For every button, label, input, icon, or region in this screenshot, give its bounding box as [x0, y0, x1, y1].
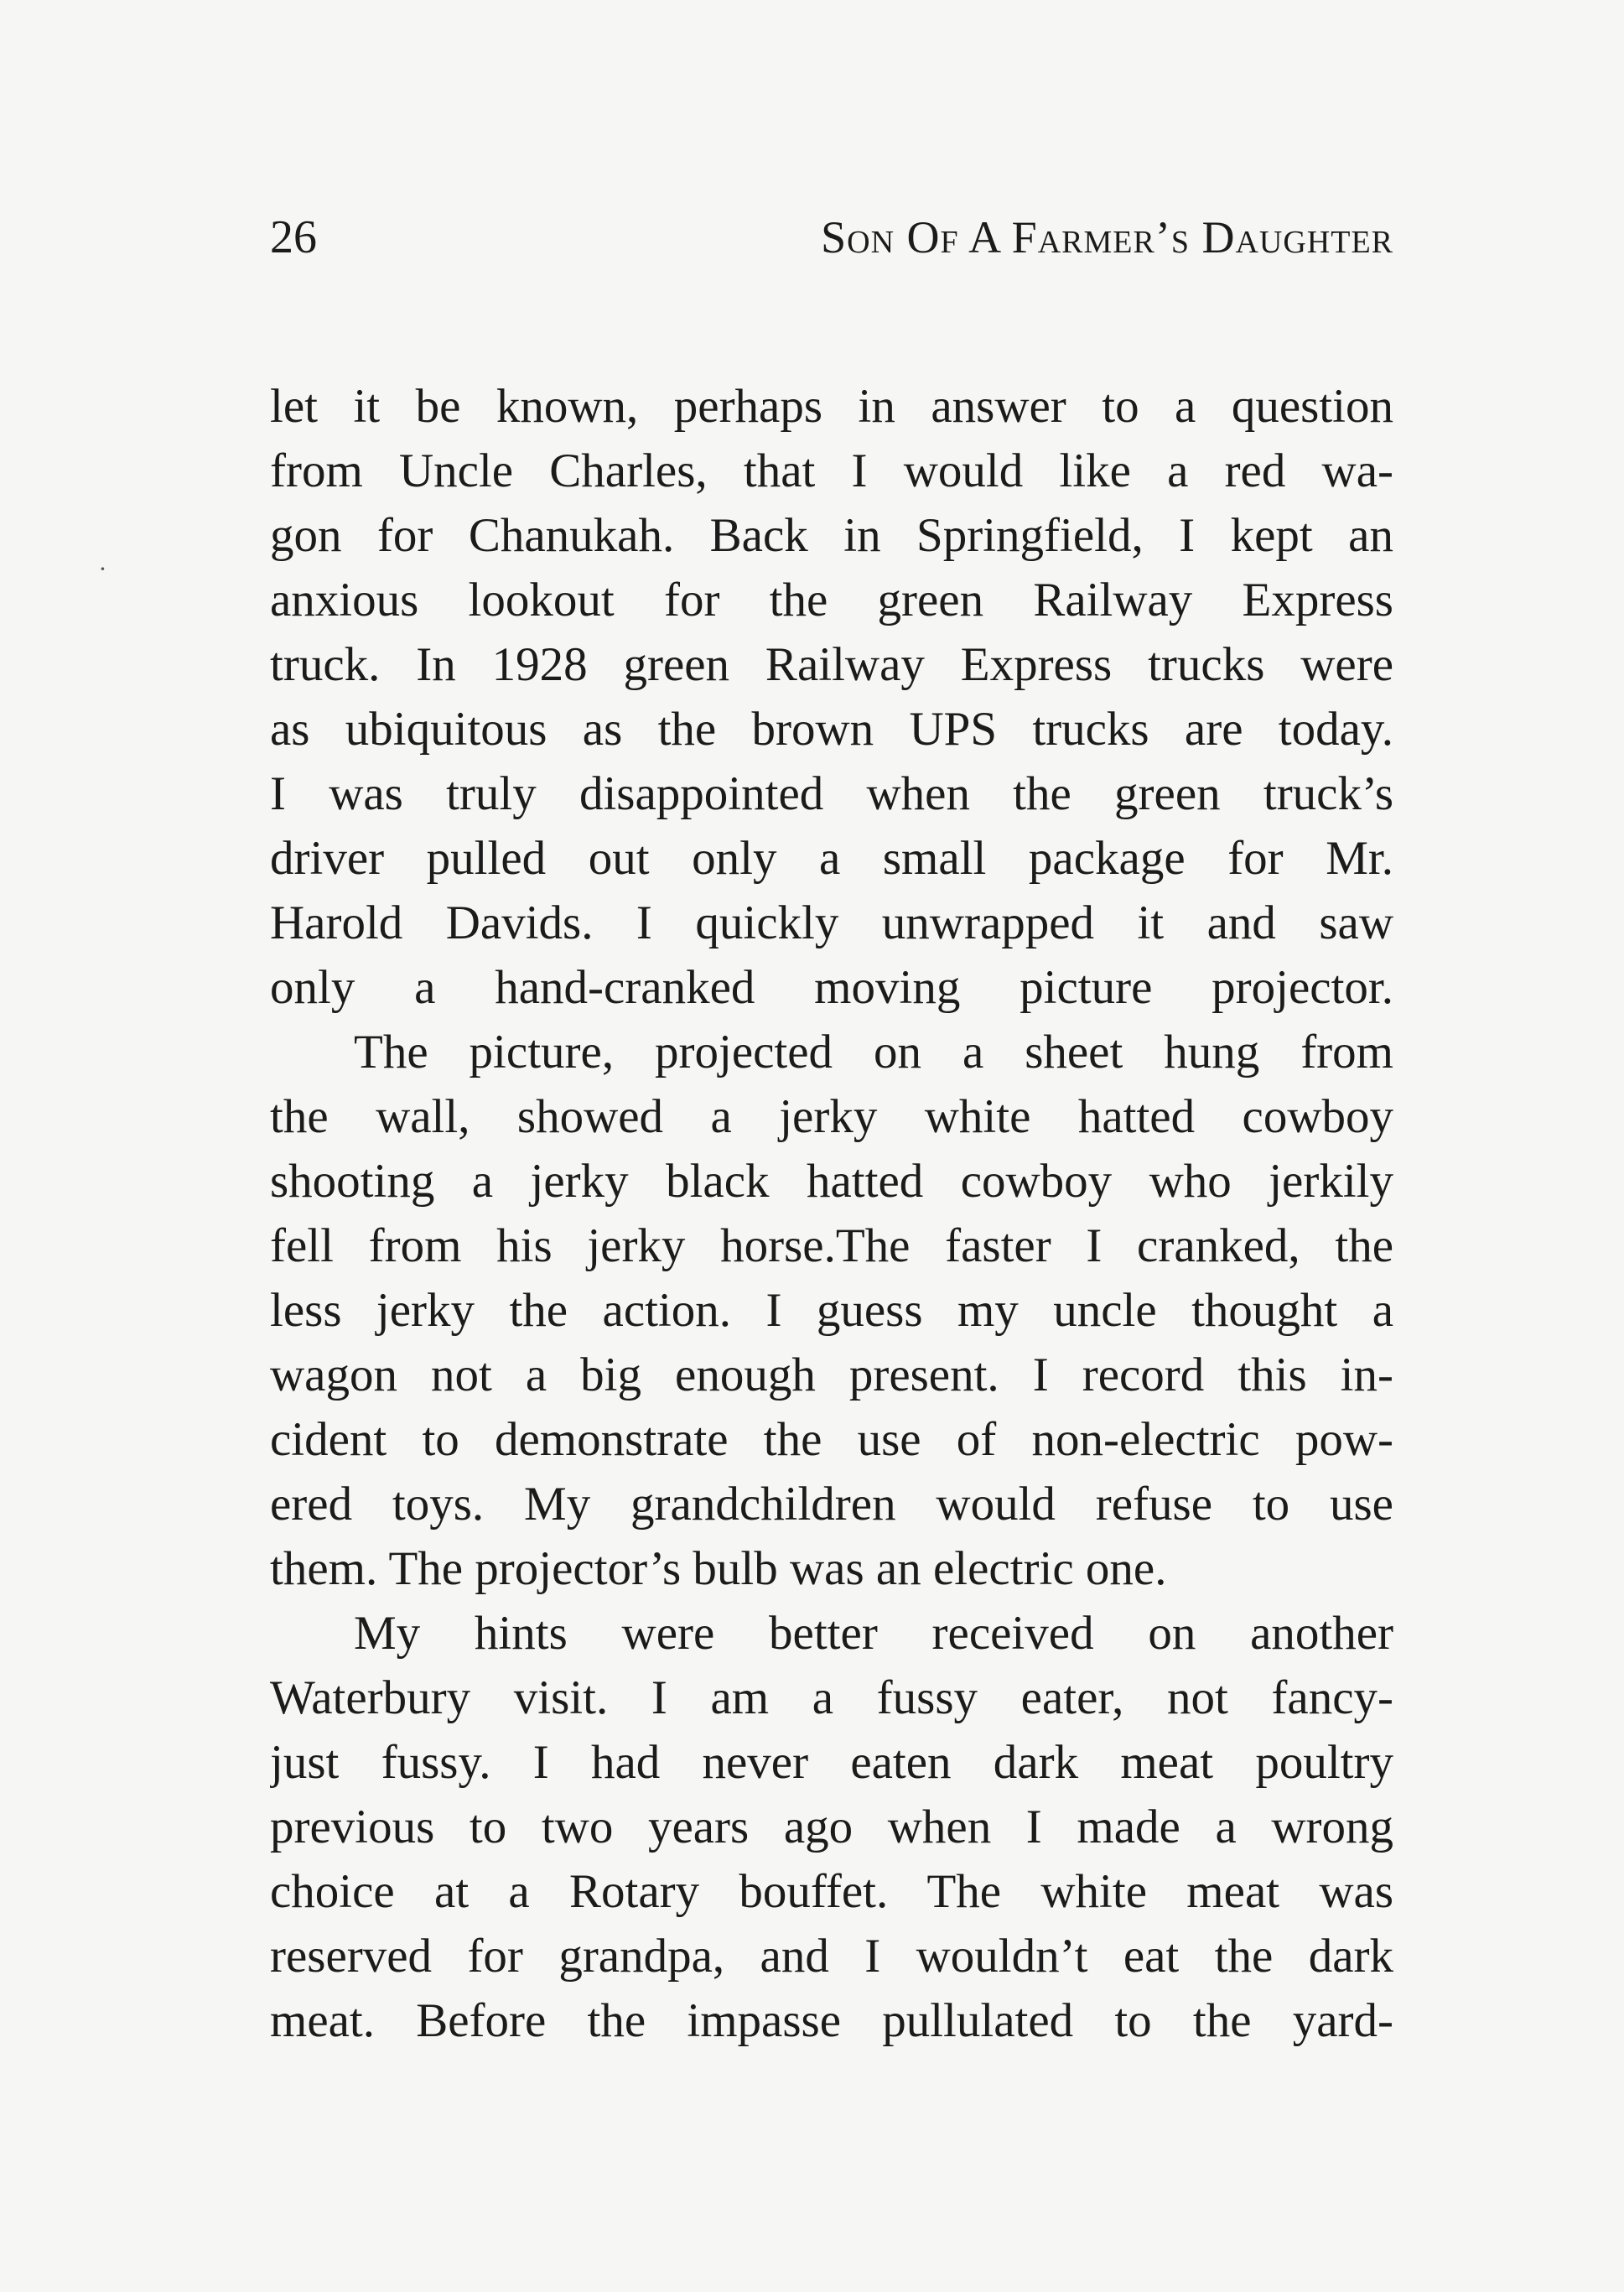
text-line: driver pulled out only a small package for Mr. — [270, 832, 1393, 885]
text-line: The picture, projected on a sheet hung from — [354, 1026, 1393, 1078]
text-line: wagon not a big enough present. I record this in- — [270, 1349, 1393, 1401]
text-line: cident to demonstrate the use of non-electric pow- — [270, 1413, 1393, 1466]
text-line: just fussy. I had never eaten dark meat poultry — [270, 1736, 1393, 1789]
text-line: as ubiquitous as the brown UPS trucks are today. — [270, 703, 1393, 756]
text-line: shooting a jerky black hatted cowboy who jerkily — [270, 1155, 1393, 1208]
text-line: gon for Chanukah. Back in Springfield, I kept an — [270, 509, 1393, 562]
running-head: Son Of A Farmer’s Daughter — [821, 212, 1393, 262]
text-line: the wall, showed a jerky white hatted cowboy — [270, 1090, 1393, 1143]
text-line: from Uncle Charles, that I would like a red wa- — [270, 444, 1393, 497]
text-line: meat. Before the impasse pullulated to the yard- — [270, 1994, 1393, 2047]
page-header — [270, 200, 1393, 275]
text-line: them. The projector’s bulb was an electric one. — [270, 1542, 1167, 1595]
stray-ink-mark: · — [99, 555, 106, 583]
text-line: My hints were better received on another — [354, 1607, 1393, 1660]
text-line: fell from his jerky horse.The faster I cranked, the — [270, 1219, 1393, 1272]
text-line: Harold Davids. I quickly unwrapped it and saw — [270, 897, 1393, 949]
text-line: truck. In 1928 green Railway Express trucks were — [270, 638, 1393, 691]
body-text — [270, 374, 1393, 2053]
text-line: reserved for grandpa, and I wouldn’t eat the dark — [270, 1930, 1393, 1983]
page-number: 26 — [270, 211, 317, 263]
text-line: only a hand-cranked moving picture projector. — [270, 961, 1393, 1014]
text-line: ered toys. My grandchildren would refuse to use — [270, 1478, 1393, 1531]
text-line: less jerky the action. I guess my uncle thought a — [270, 1284, 1393, 1337]
text-line: Waterbury visit. I am a fussy eater, not fancy- — [270, 1671, 1393, 1724]
text-line: previous to two years ago when I made a wrong — [270, 1801, 1393, 1853]
text-line: anxious lookout for the green Railway Express — [270, 574, 1393, 626]
text-line: I was truly disappointed when the green truck’s — [270, 767, 1393, 820]
text-line: choice at a Rotary bouffet. The white meat was — [270, 1865, 1393, 1918]
text-line: let it be known, perhaps in answer to a question — [270, 380, 1393, 433]
